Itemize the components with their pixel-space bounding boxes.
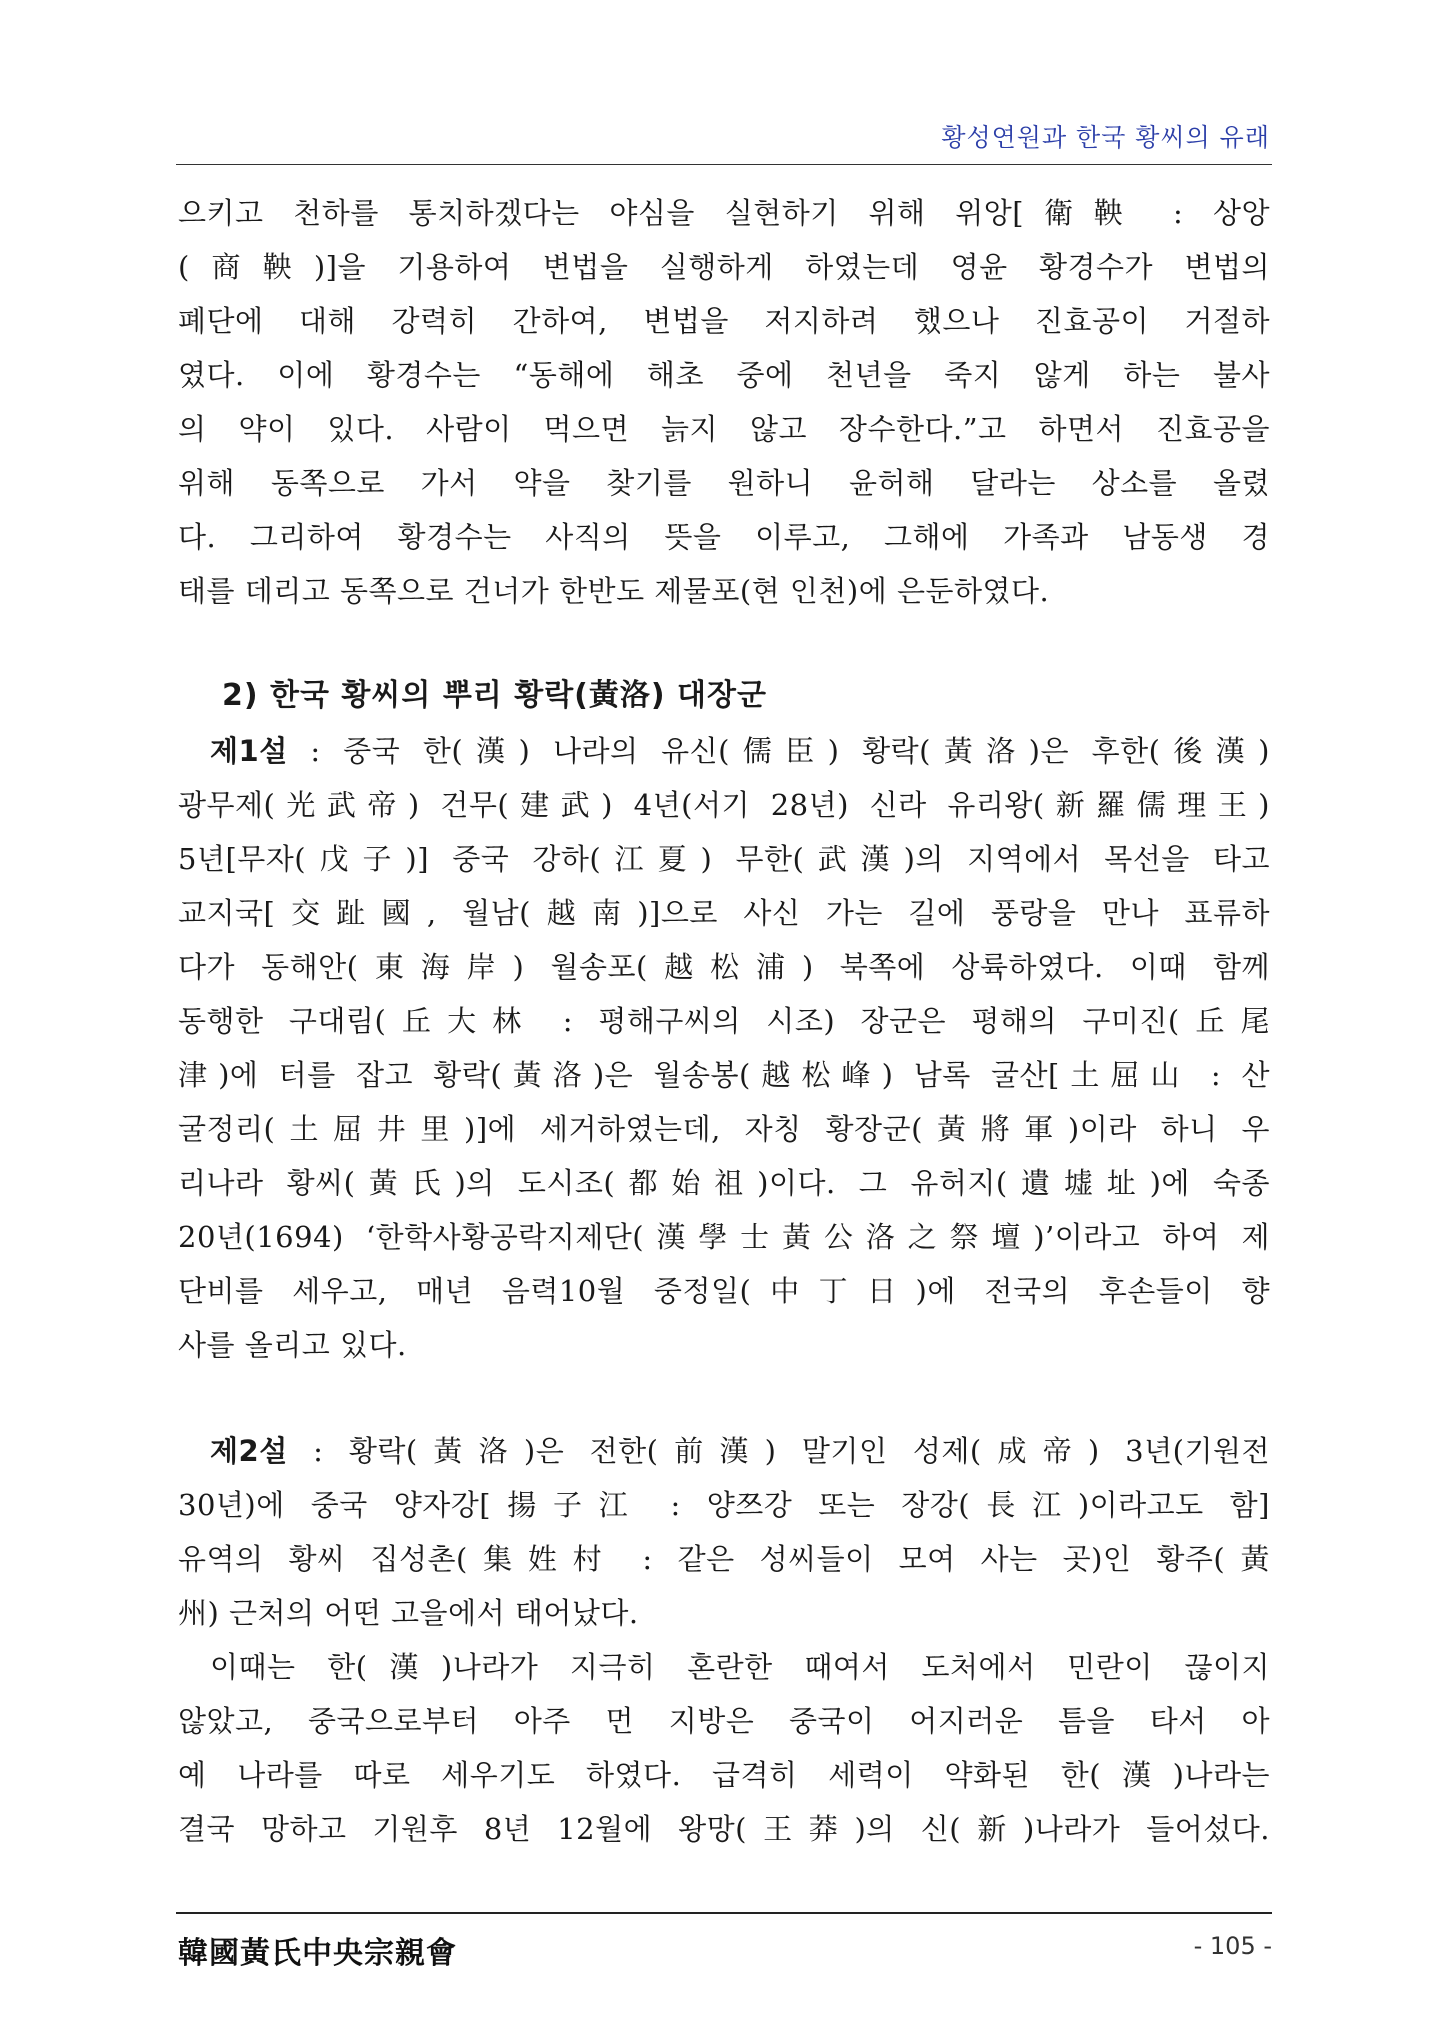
- text-line: 유역의 황씨 집성촌(集姓村 : 같은 성씨들이 모여 사는 곳)인 황주(黃: [178, 1542, 1270, 1576]
- text-line: [178, 724, 1270, 778]
- text-line: 결국 망하고 기원후 8년 12월에 왕망(王莽)의 신(新)나라가 들어섰다.: [178, 1812, 1270, 1846]
- theory2-first-line: : 황락(黃洛)은 전한(前漢) 말기인 성제(成帝) 3년(기원전: [287, 1434, 1270, 1468]
- text-line: 다가 동해안(東海岸) 월송포(越松浦) 북쪽에 상륙하였다. 이때 함께: [178, 950, 1270, 984]
- text-line: 단비를 세우고, 매년 음력10월 중정일(中丁日)에 전국의 후손들이 향: [178, 1274, 1270, 1308]
- text-line: 위해 동쪽으로 가서 약을 찾기를 원하니 윤허해 달라는 상소를 올렸: [178, 466, 1270, 500]
- page-number: - 105 -: [1193, 1932, 1272, 1960]
- text-line: 의 약이 있다. 사람이 먹으면 늙지 않고 장수한다.”고 하면서 진효공을: [178, 412, 1270, 446]
- text-line: 예 나라를 따로 세우기도 하였다. 급격히 세력이 약화된 한(漢)나라는: [178, 1758, 1270, 1792]
- text-line: 였다. 이에 황경수는 “동해에 해초 중에 천년을 죽지 않게 하는 불사: [178, 358, 1270, 392]
- text-line: 津)에 터를 잡고 황락(黃洛)은 월송봉(越松峰) 남록 굴산[土屈山 : 산: [178, 1058, 1270, 1092]
- text-line: 5년[무자(戊子)] 중국 강하(江夏) 무한(武漢)의 지역에서 목선을 타고: [178, 842, 1270, 876]
- text-line: 굴정리(土屈井里)]에 세거하였는데, 자칭 황장군(黃將軍)이라 하니 우: [178, 1112, 1270, 1146]
- text-line: 태를 데리고 동쪽으로 건너가 한반도 제물포(현 인천)에 은둔하였다.: [178, 574, 1050, 608]
- text-line: 않았고, 중국으로부터 아주 먼 지방은 중국이 어지러운 틈을 타서 아: [178, 1704, 1270, 1738]
- text-line: 교지국[交趾國, 월남(越南)]으로 사신 가는 길에 풍랑을 만나 표류하: [178, 896, 1270, 930]
- running-header: 황성연원과 한국 황씨의 유래: [941, 123, 1270, 152]
- text-line: 30년)에 중국 양자강[揚子江 : 양쯔강 또는 장강(長江)이라고도 함]: [178, 1488, 1270, 1522]
- text-line: 州) 근처의 어떤 고을에서 태어났다.: [178, 1596, 639, 1630]
- text-line: [178, 1424, 1270, 1478]
- text-line: 으키고 천하를 통치하겠다는 야심을 실현하기 위해 위앙[衛鞅 : 상앙: [178, 196, 1270, 230]
- theory1-first-line: : 중국 한(漢) 나라의 유신(儒臣) 황락(黃洛)은 후한(後漢): [287, 734, 1270, 768]
- theory1-label: 제1설: [210, 734, 288, 768]
- header-rule: [176, 164, 1272, 165]
- text-line: 다. 그리하여 황경수는 사직의 뜻을 이루고, 그해에 가족과 남동생 경: [178, 520, 1270, 554]
- text-line: 광무제(光武帝) 건무(建武) 4년(서기 28년) 신라 유리왕(新羅儒理王): [178, 788, 1270, 822]
- footer-logo: 韓國黃氏中央宗親會: [178, 1936, 457, 1971]
- text-line: 폐단에 대해 강력히 간하여, 변법을 저지하려 했으나 진효공이 거절하: [178, 304, 1270, 338]
- footer-rule: [176, 1912, 1272, 1914]
- text-line: 20년(1694) ‘한학사황공락지제단(漢學士黃公洛之祭壇)’이라고 하여 제: [178, 1220, 1270, 1254]
- text-line: 이때는 한(漢)나라가 지극히 혼란한 때여서 도처에서 민란이 끊이지: [210, 1650, 1270, 1684]
- section-heading: 2) 한국 황씨의 뿌리 황락(黃洛) 대장군: [222, 678, 767, 713]
- text-line: 사를 올리고 있다.: [178, 1328, 407, 1362]
- text-line: (商鞅)]을 기용하여 변법을 실행하게 하였는데 영윤 황경수가 변법의: [178, 250, 1270, 284]
- page-body: [178, 186, 1270, 1856]
- text-line: 동행한 구대림(丘大林 : 평해구씨의 시조) 장군은 평해의 구미진(丘尾: [178, 1004, 1270, 1038]
- theory2-label: 제2설: [210, 1434, 288, 1468]
- text-line: 리나라 황씨(黃氏)의 도시조(都始祖)이다. 그 유허지(遺墟址)에 숙종: [178, 1166, 1270, 1200]
